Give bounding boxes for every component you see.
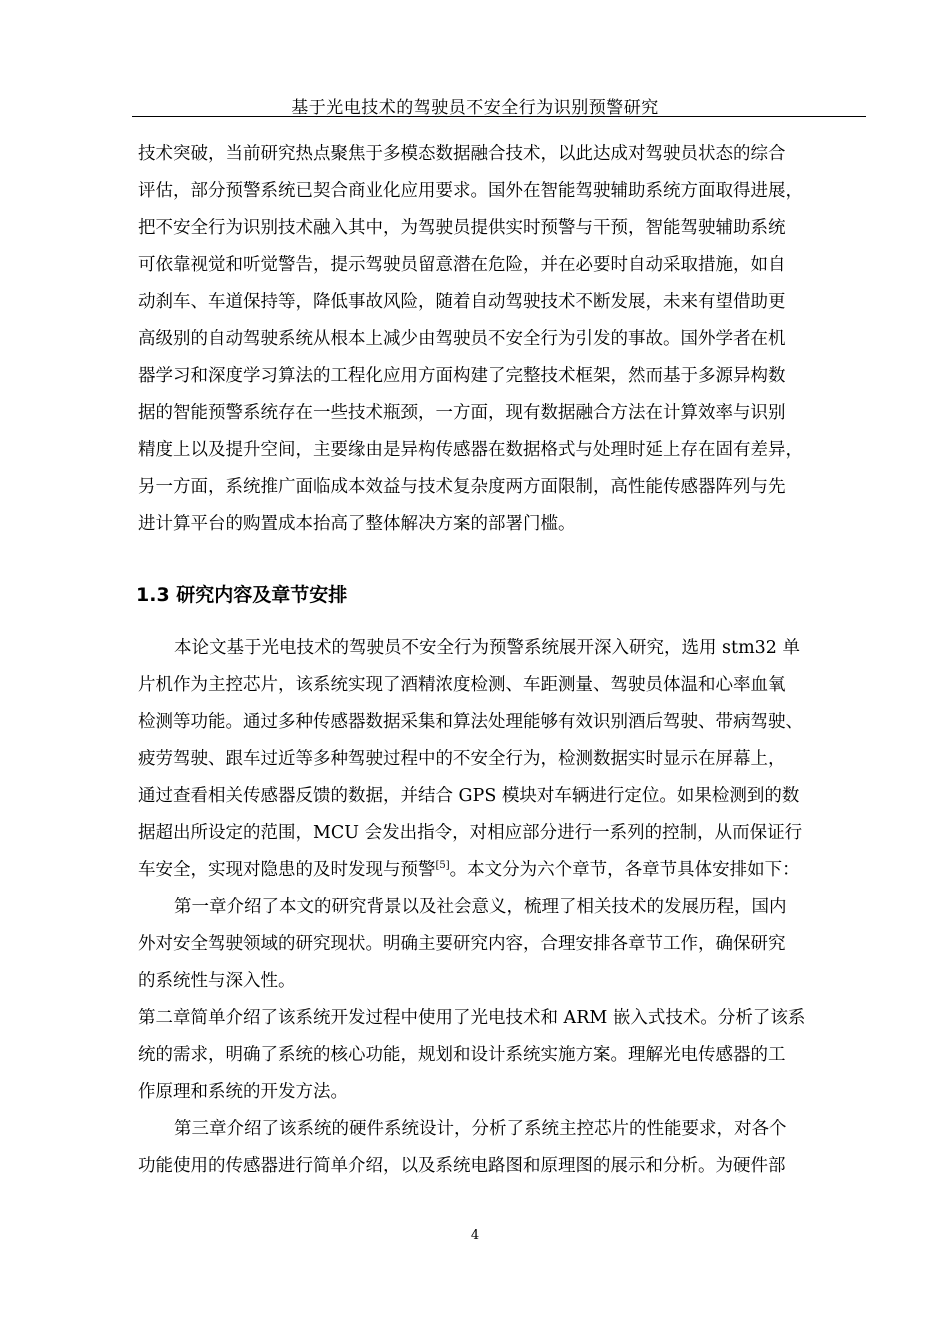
- text-line: 可依靠视觉和听觉警告，提示驾驶员留意潜在危险，并在必要时自动采取措施，如自: [138, 255, 786, 275]
- text-line: 第三章介绍了该系统的硬件系统设计，分析了系统主控芯片的性能要求，对各个: [174, 1119, 787, 1139]
- text-line: 据的智能预警系统存在一些技术瓶颈，一方面，现有数据融合方法在计算效率与识别: [138, 403, 786, 423]
- text-line: 的系统性与深入性。: [138, 971, 296, 991]
- text-line: 器学习和深度学习算法的工程化应用方面构建了完整技术框架，然而基于多源异构数: [138, 366, 786, 386]
- section-heading: 1.3 研究内容及章节安排: [136, 584, 348, 606]
- text-line: 作原理和系统的开发方法。: [138, 1082, 348, 1102]
- text-line: 检测等功能。通过多种传感器数据采集和算法处理能够有效识别酒后驾驶、带病驾驶、: [138, 712, 803, 732]
- citation-reference: [5]: [435, 860, 450, 872]
- text-line: 精度上以及提升空间，主要缘由是异构传感器在数据格式与处理时延上存在固有差异，: [138, 440, 803, 460]
- text-line: 进计算平台的购置成本抬高了整体解决方案的部署门槛。: [138, 514, 576, 534]
- text-line: 功能使用的传感器进行简单介绍，以及系统电路图和原理图的展示和分析。为硬件部: [138, 1156, 786, 1176]
- text-line-with-citation: [138, 856, 800, 881]
- text-line: 据超出所设定的范围，MCU 会发出指令，对相应部分进行一系列的控制，从而保证行: [138, 823, 803, 843]
- text-segment: 。本文分为六个章节，各章节具体安排如下：: [449, 860, 800, 880]
- text-segment: 车安全，实现对隐患的及时发现与预警: [138, 860, 436, 880]
- text-line: 动刹车、车道保持等，降低事故风险，随着自动驾驶技术不断发展，未来有望借助更: [138, 292, 786, 312]
- text-line: 第一章介绍了本文的研究背景以及社会意义，梳理了相关技术的发展历程，国内: [174, 897, 787, 917]
- text-line: 疲劳驾驶、跟车过近等多种驾驶过程中的不安全行为，检测数据实时显示在屏幕上，: [138, 749, 786, 769]
- text-line: 高级别的自动驾驶系统从根本上减少由驾驶员不安全行为引发的事故。国外学者在机: [138, 329, 786, 349]
- text-line: 通过查看相关传感器反馈的数据，并结合 GPS 模块对车辆进行定位。如果检测到的数: [138, 786, 800, 806]
- text-line: 评估，部分预警系统已契合商业化应用要求。国外在智能驾驶辅助系统方面取得进展，: [138, 181, 803, 201]
- text-line: 技术突破，当前研究热点聚焦于多模态数据融合技术，以此达成对驾驶员状态的综合: [138, 144, 786, 164]
- text-line: 第二章简单介绍了该系统开发过程中使用了光电技术和 ARM 嵌入式技术。分析了该系: [138, 1008, 806, 1028]
- text-line: 片机作为主控芯片，该系统实现了酒精浓度检测、车距测量、驾驶员体温和心率血氧: [138, 675, 786, 695]
- header-title: 基于光电技术的驾驶员不安全行为识别预警研究: [291, 98, 659, 118]
- page-number: 4: [470, 1228, 480, 1243]
- text-line: 另一方面，系统推广面临成本效益与技术复杂度两方面限制，高性能传感器阵列与先: [138, 477, 786, 497]
- text-line: 本论文基于光电技术的驾驶员不安全行为预警系统展开深入研究，选用 stm32 单: [174, 638, 800, 658]
- header-rule: [132, 116, 866, 117]
- text-line: 把不安全行为识别技术融入其中，为驾驶员提供实时预警与干预，智能驾驶辅助系统: [138, 218, 786, 238]
- text-line: 统的需求，明确了系统的核心功能，规划和设计系统实施方案。理解光电传感器的工: [138, 1045, 786, 1065]
- text-line: 外对安全驾驶领域的研究现状。明确主要研究内容，合理安排各章节工作，确保研究: [138, 934, 786, 954]
